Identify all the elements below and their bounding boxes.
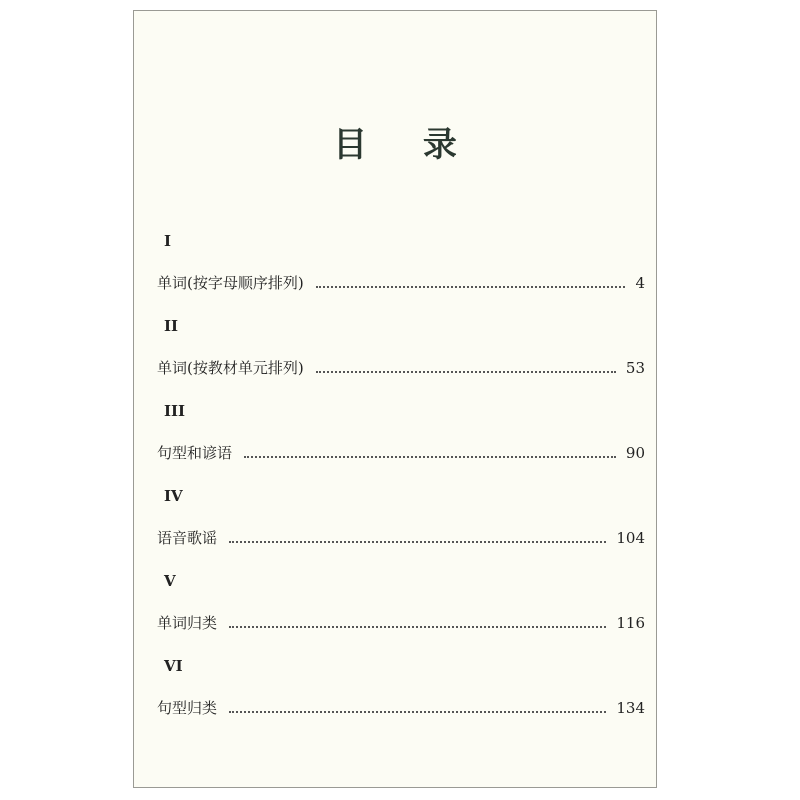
entry-label: 句型归类 [157,699,218,717]
page-number: 116 [616,614,645,632]
entry-label: 单词归类 [157,614,218,632]
document-page [133,10,657,788]
page-number: 134 [616,699,645,717]
toc-entry[interactable] [157,613,645,633]
toc-entry[interactable] [157,528,645,548]
page-title: 目 录 [333,125,479,165]
section-numeral: III [164,402,186,420]
toc-section-2 [157,316,645,401]
toc-section-1 [157,231,645,316]
dot-leader [229,710,606,713]
page-number: 90 [625,444,645,462]
toc-entry[interactable] [157,443,645,463]
table-of-contents [157,231,645,741]
section-numeral: VI [164,657,183,675]
dot-leader [244,455,616,458]
dot-leader [229,625,606,628]
toc-section-6 [157,656,645,741]
entry-label: 语音歌谣 [157,529,218,547]
toc-entry[interactable] [157,358,645,378]
entry-label: 单词(按字母顺序排列) [157,274,304,292]
section-numeral: II [164,317,179,335]
dot-leader [316,285,626,288]
page-number: 104 [616,529,645,547]
toc-entry[interactable] [157,698,645,718]
toc-section-3 [157,401,645,486]
entry-label: 句型和谚语 [157,444,233,462]
entry-label: 单词(按教材单元排列) [157,359,304,377]
toc-section-4 [157,486,645,571]
section-numeral: V [164,572,176,590]
toc-entry[interactable] [157,273,645,293]
page-number: 53 [625,359,645,377]
toc-section-5 [157,571,645,656]
section-numeral: IV [164,487,183,505]
section-numeral: I [164,232,172,250]
dot-leader [229,540,606,543]
page-number: 4 [635,274,645,292]
dot-leader [316,370,616,373]
